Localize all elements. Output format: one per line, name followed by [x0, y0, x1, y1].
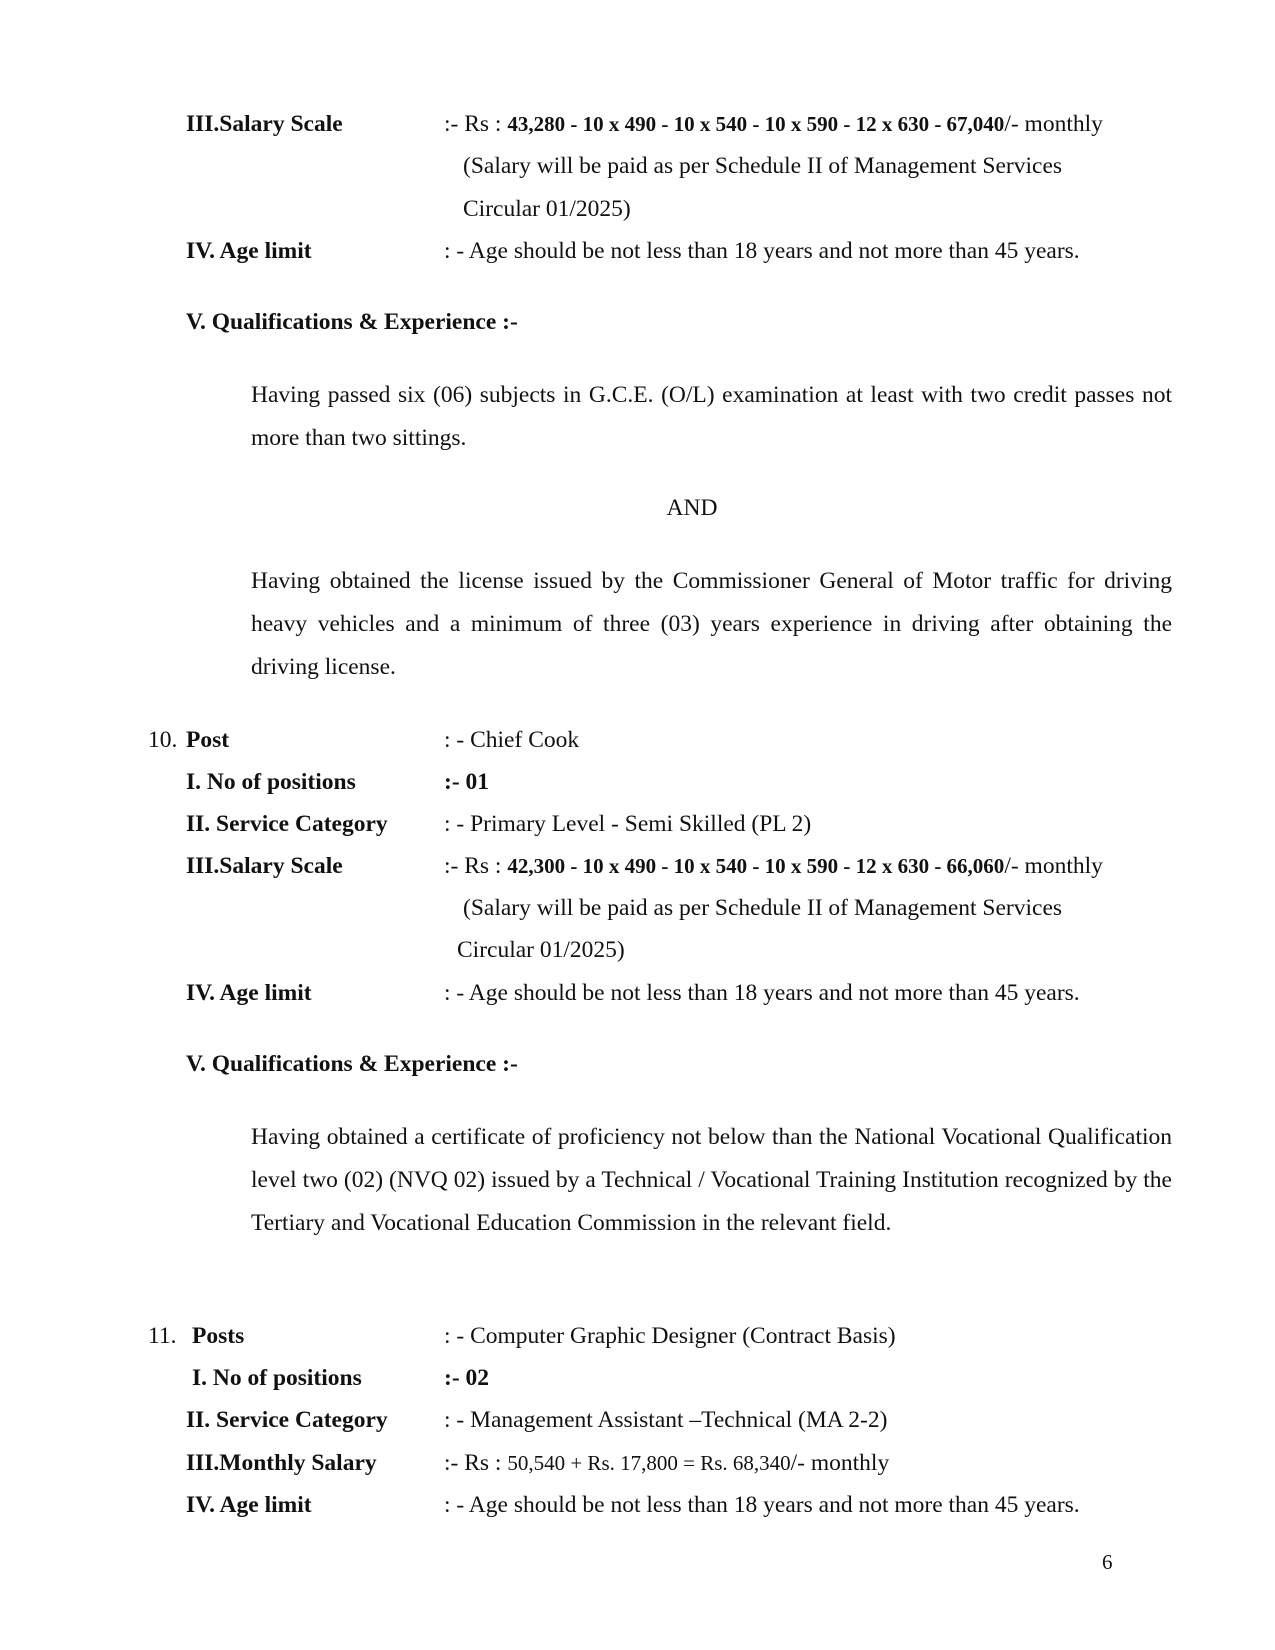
salary-amount: 50,540 + Rs. 17,800 = Rs. 68,340 — [507, 1451, 791, 1475]
service-category-label: II. Service Category — [186, 811, 388, 837]
positions-value: :- 02 — [444, 1365, 490, 1391]
monthly-salary-value — [444, 1450, 889, 1477]
qualifications-heading: V. Qualifications & Experience :- — [186, 309, 518, 335]
age-limit-value: : - Age should be not less than 18 years and not more than 45 years. — [444, 1492, 1080, 1518]
salary-scale-value — [444, 853, 1103, 880]
page-number: 6 — [1102, 1550, 1113, 1574]
age-limit-label: IV. Age limit — [186, 238, 312, 264]
salary-suffix: /- monthly — [1004, 111, 1103, 137]
salary-suffix: /- monthly — [1004, 853, 1103, 879]
service-category-label: II. Service Category — [186, 1407, 388, 1433]
positions-value: :- 01 — [444, 769, 490, 795]
service-category-value: : - Management Assistant –Technical (MA 2-2) — [444, 1407, 888, 1433]
salary-note-line2: Circular 01/2025) — [457, 937, 625, 963]
salary-prefix: :- Rs : — [444, 111, 508, 137]
positions-label: I. No of positions — [186, 769, 356, 795]
age-limit-value: : - Age should be not less than 18 years and not more than 45 years. — [444, 238, 1080, 264]
salary-amount: 42,300 - 10 x 490 - 10 x 540 - 10 x 590 - 12 x 630 - 66,060 — [507, 854, 1005, 878]
qualification-paragraph: Having obtained the license issued by the Commissioner General of Motor traffic for driving heavy vehicles and a minimum of three (03) years experience in driving after obtaining the driving license. — [251, 568, 1172, 680]
age-limit-value: : - Age should be not less than 18 years and not more than 45 years. — [444, 980, 1080, 1006]
salary-prefix: :- Rs : — [444, 1450, 508, 1476]
post-label: Posts — [192, 1323, 245, 1349]
positions-label: I. No of positions — [192, 1365, 362, 1391]
salary-scale-label: III.Salary Scale — [186, 111, 343, 137]
qualification-paragraph: Having passed six (06) subjects in G.C.E. (O/L) examination at least with two credit passes not more than two sittings. — [251, 382, 1172, 451]
and-separator: AND — [666, 495, 718, 521]
salary-scale-value — [444, 111, 1103, 138]
age-limit-label: IV. Age limit — [186, 980, 312, 1006]
section-number: 11. — [148, 1323, 177, 1349]
salary-prefix: :- Rs : — [444, 853, 508, 879]
post-value: : - Computer Graphic Designer (Contract Basis) — [444, 1323, 896, 1349]
post-value: : - Chief Cook — [444, 727, 580, 753]
salary-suffix: /- monthly — [790, 1450, 890, 1476]
salary-amount: 43,280 - 10 x 490 - 10 x 540 - 10 x 590 - 12 x 630 - 67,040 — [507, 112, 1005, 136]
salary-note-line1: (Salary will be paid as per Schedule II of Management Services — [463, 895, 1063, 921]
salary-note-line1: (Salary will be paid as per Schedule II of Management Services — [463, 153, 1063, 179]
salary-scale-label: III.Salary Scale — [186, 853, 343, 879]
post-label: Post — [186, 727, 230, 753]
service-category-value: : - Primary Level - Semi Skilled (PL 2) — [444, 811, 812, 837]
qualification-paragraph: Having obtained a certificate of proficiency not below than the National Vocational Qualification level two (02) (NVQ 02) issued by a Technical / Vocational Training Institution recognized by the Tertiary and Vocational Education Commission in the relevant field. — [251, 1124, 1172, 1236]
qualifications-heading: V. Qualifications & Experience :- — [186, 1051, 518, 1077]
salary-note-line2: Circular 01/2025) — [463, 196, 631, 222]
age-limit-label: IV. Age limit — [186, 1492, 312, 1518]
monthly-salary-label: III.Monthly Salary — [186, 1450, 377, 1476]
section-number: 10. — [148, 727, 178, 753]
